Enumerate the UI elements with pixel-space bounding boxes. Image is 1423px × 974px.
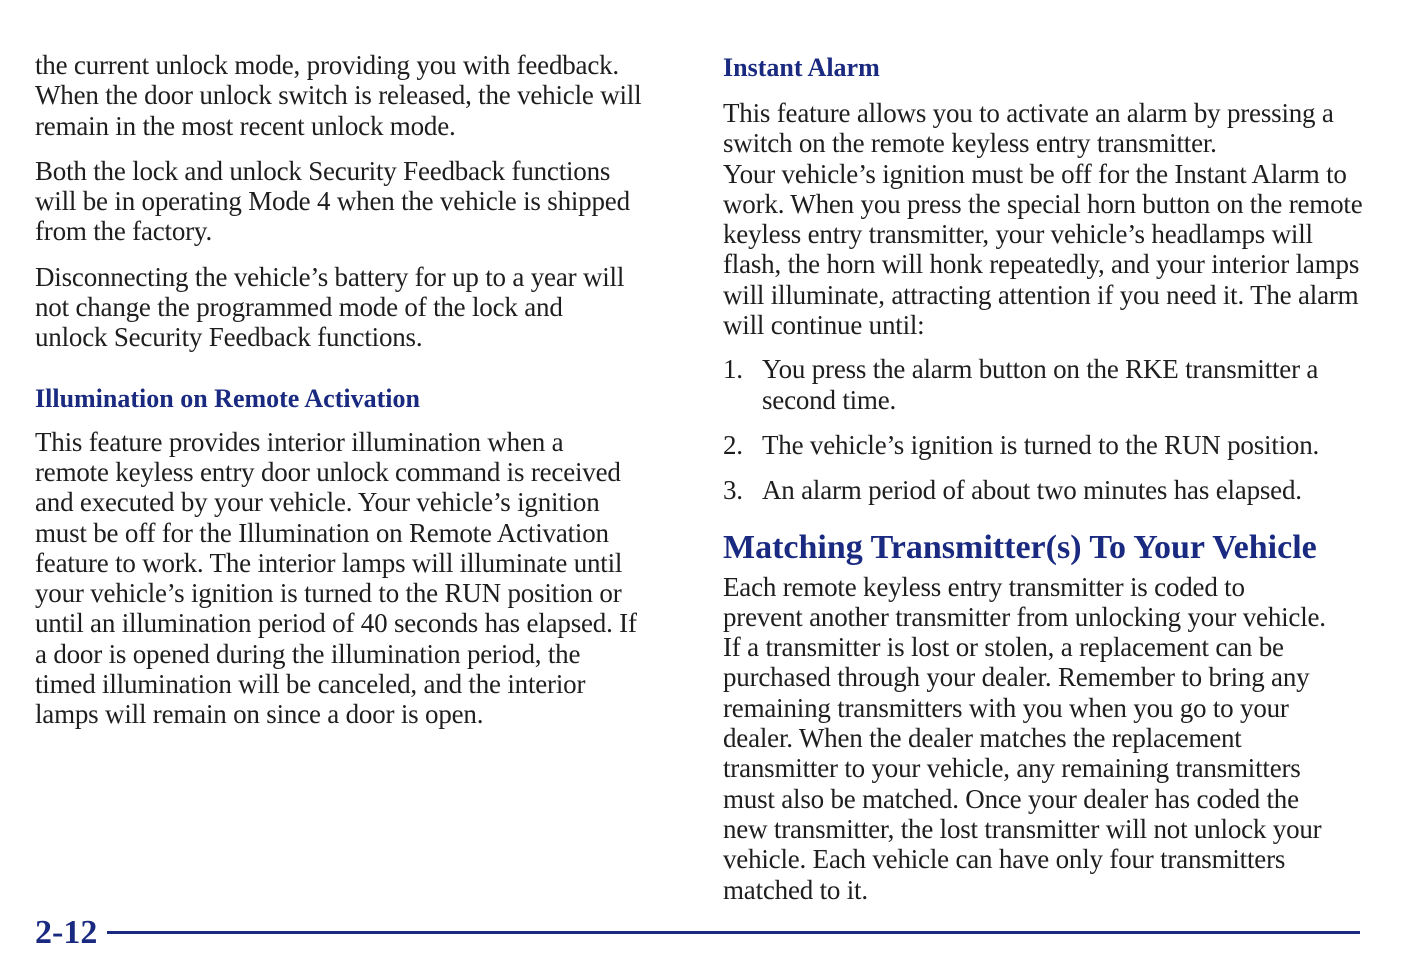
text-line: Disconnecting the vehicle’s battery for up to a year will bbox=[35, 261, 625, 292]
text-line: purchased through your dealer. Remember to bring any bbox=[723, 662, 1310, 693]
text-line: your vehicle’s ignition is turned to the RUN position or bbox=[35, 578, 622, 609]
page-number: 2-12 bbox=[35, 914, 98, 951]
text-line: must also be matched. Once your dealer has coded the bbox=[723, 783, 1299, 814]
list-number: 3. bbox=[723, 475, 743, 506]
text-line: from the factory. bbox=[35, 216, 213, 247]
text-line: keyless entry transmitter, your vehicle’s headlamps will bbox=[723, 219, 1313, 250]
text-line: and executed by your vehicle. Your vehicle’s ignition bbox=[35, 487, 600, 518]
list-item bbox=[723, 475, 1383, 505]
text-line: vehicle. Each vehicle can have only four transmitters bbox=[723, 844, 1286, 875]
footer-rule bbox=[107, 931, 1360, 934]
text-line: You press the alarm button on the RKE transmitter a bbox=[762, 354, 1319, 385]
text-line: not change the programmed mode of the lock and bbox=[35, 292, 563, 323]
matching-transmitters-title: Matching Transmitter(s) To Your Vehicle bbox=[723, 528, 1317, 566]
left-column bbox=[35, 50, 685, 745]
list-number: 1. bbox=[723, 354, 743, 385]
list-item bbox=[723, 430, 1383, 460]
text-line: the current unlock mode, providing you with feedback. bbox=[35, 50, 619, 80]
list-item bbox=[723, 354, 1383, 415]
text-line: Both the lock and unlock Security Feedback functions bbox=[35, 155, 611, 186]
text-line: will be in operating Mode 4 when the vehicle is shipped bbox=[35, 186, 630, 217]
left-paragraph-2 bbox=[35, 156, 685, 247]
text-line: timed illumination will be canceled, and the interior bbox=[35, 669, 586, 700]
text-line: The vehicle’s ignition is turned to the RUN position. bbox=[762, 429, 1320, 460]
illumination-heading: Illumination on Remote Activation bbox=[35, 383, 420, 413]
text-line: dealer. When the dealer matches the replacement bbox=[723, 723, 1242, 754]
text-line: When the door unlock switch is released, the vehicle will bbox=[35, 80, 642, 111]
instant-alarm-heading: Instant Alarm bbox=[723, 53, 880, 82]
text-line: Your vehicle’s ignition must be off for the Instant Alarm to bbox=[723, 158, 1347, 189]
alarm-conditions-list bbox=[723, 354, 1383, 505]
text-line: transmitter to your vehicle, any remaining transmitters bbox=[723, 753, 1301, 784]
text-line: If a transmitter is lost or stolen, a replacement can be bbox=[723, 632, 1284, 663]
left-paragraph-3 bbox=[35, 262, 685, 353]
text-line: flash, the horn will honk repeatedly, and your interior lamps bbox=[723, 249, 1360, 280]
text-line: An alarm period of about two minutes has elapsed. bbox=[762, 475, 1302, 506]
text-line: new transmitter, the lost transmitter will not unlock your bbox=[723, 813, 1322, 844]
text-line: second time. bbox=[762, 384, 897, 415]
text-line: lamps will remain on since a door is open. bbox=[35, 699, 484, 730]
text-line: switch on the remote keyless entry transmitter. bbox=[723, 128, 1217, 159]
text-line: remaining transmitters with you when you go to your bbox=[723, 692, 1289, 723]
text-line: a door is opened during the illumination period, the bbox=[35, 638, 581, 669]
left-paragraph-4 bbox=[35, 427, 685, 730]
left-paragraph-1 bbox=[35, 50, 685, 141]
page-footer bbox=[35, 911, 1360, 955]
text-line: until an illumination period of 40 seconds has elapsed. If bbox=[35, 608, 637, 639]
text-line: prevent another transmitter from unlocking your vehicle. bbox=[723, 601, 1326, 632]
text-line: This feature allows you to activate an alarm by pressing a bbox=[723, 98, 1334, 128]
list-number: 2. bbox=[723, 429, 743, 460]
text-line: will continue until: bbox=[723, 310, 925, 341]
text-line: unlock Security Feedback functions. bbox=[35, 322, 423, 353]
text-line: will illuminate, attracting attention if you need it. The alarm bbox=[723, 279, 1359, 310]
right-paragraph-1 bbox=[723, 98, 1383, 159]
text-line: remain in the most recent unlock mode. bbox=[35, 110, 456, 141]
text-line: This feature provides interior illumination when a bbox=[35, 426, 564, 457]
right-paragraph-2 bbox=[723, 159, 1383, 341]
text-line: work. When you press the special horn button on the remote bbox=[723, 188, 1363, 219]
text-line: Each remote keyless entry transmitter is coded to bbox=[723, 571, 1245, 602]
text-line: must be off for the Illumination on Remote Activation bbox=[35, 517, 609, 548]
right-paragraph-3 bbox=[723, 572, 1383, 905]
text-line: remote keyless entry door unlock command is received bbox=[35, 456, 621, 487]
text-line: feature to work. The interior lamps will illuminate until bbox=[35, 547, 623, 578]
text-line: matched to it. bbox=[723, 874, 868, 905]
right-column bbox=[723, 50, 1383, 920]
